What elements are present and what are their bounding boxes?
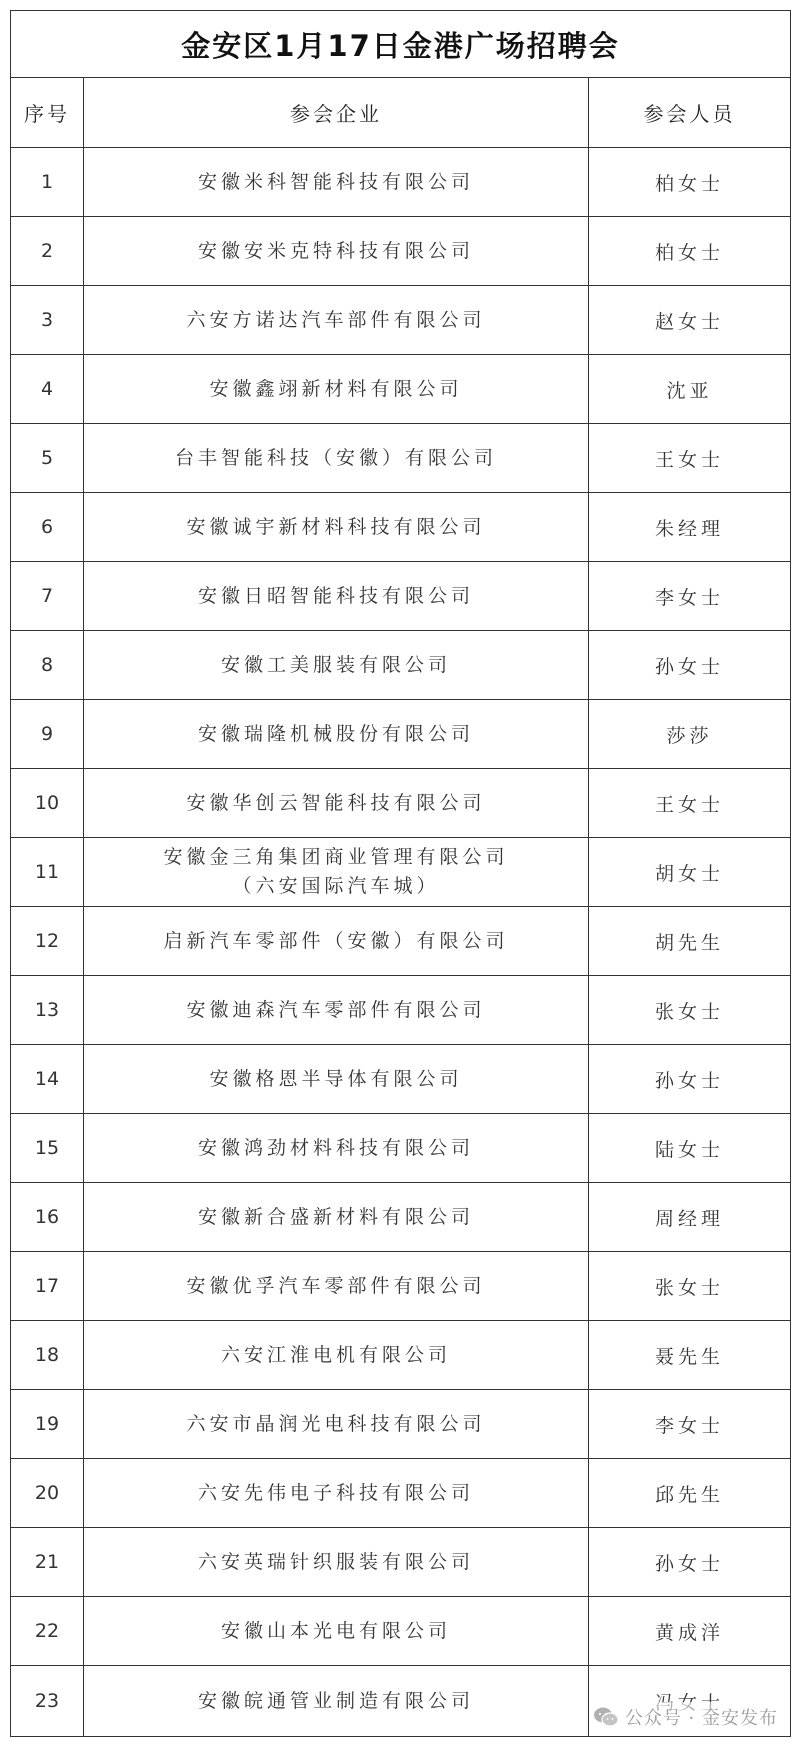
row-contact: 柏女士 [589, 217, 791, 286]
table-body [11, 148, 791, 1737]
row-contact: 李女士 [589, 1390, 791, 1459]
row-company [84, 562, 589, 631]
row-index: 15 [11, 1114, 84, 1183]
company-name-line: 六安江淮电机有限公司 [220, 1343, 451, 1366]
row-index: 21 [11, 1528, 84, 1597]
table-row [11, 976, 791, 1045]
row-index: 22 [11, 1597, 84, 1666]
row-contact: 张女士 [589, 976, 791, 1045]
row-contact: 胡女士 [589, 838, 791, 907]
row-contact: 王女士 [589, 424, 791, 493]
watermark-text: 公众号 · 金安发布 [624, 1708, 778, 1729]
row-contact: 孙女士 [589, 631, 791, 700]
table-row [11, 769, 791, 838]
company-name-line: 安徽鑫翊新材料有限公司 [209, 377, 463, 400]
table-row [11, 1183, 791, 1252]
recruitment-table [10, 10, 791, 1737]
table-row [11, 355, 791, 424]
row-company [84, 217, 589, 286]
company-name-line: 安徽迪森汽车零部件有限公司 [186, 998, 486, 1021]
table-row [11, 286, 791, 355]
table-row [11, 1252, 791, 1321]
row-index: 11 [11, 838, 84, 907]
row-contact: 孙女士 [589, 1045, 791, 1114]
row-company [84, 1528, 589, 1597]
row-index: 20 [11, 1459, 84, 1528]
row-index: 10 [11, 769, 84, 838]
row-index: 6 [11, 493, 84, 562]
row-contact: 聂先生 [589, 1321, 791, 1390]
row-company [84, 1321, 589, 1390]
table-row [11, 1390, 791, 1459]
company-name-line: 六安市晶润光电科技有限公司 [186, 1412, 486, 1435]
table-row [11, 493, 791, 562]
table-row [11, 1528, 791, 1597]
company-name-line: 安徽诚宇新材料科技有限公司 [186, 515, 486, 538]
row-index: 12 [11, 907, 84, 976]
row-index: 1 [11, 148, 84, 217]
company-name-line: （六安国际汽车城） [232, 875, 440, 897]
column-header-index: 序号 [11, 78, 84, 148]
row-index: 16 [11, 1183, 84, 1252]
row-index: 19 [11, 1390, 84, 1459]
company-name-line: 六安先伟电子科技有限公司 [197, 1481, 474, 1504]
company-name-line: 安徽皖通管业制造有限公司 [197, 1689, 474, 1712]
company-name-line: 安徽鸿劲材料科技有限公司 [197, 1136, 474, 1159]
row-company [84, 148, 589, 217]
table-row [11, 700, 791, 769]
row-company [84, 1114, 589, 1183]
table-row [11, 838, 791, 907]
row-company [84, 1597, 589, 1666]
company-name-line: 安徽山本光电有限公司 [220, 1619, 451, 1642]
row-index: 17 [11, 1252, 84, 1321]
row-contact: 莎莎 [589, 700, 791, 769]
row-company [84, 907, 589, 976]
row-index: 18 [11, 1321, 84, 1390]
company-name-line: 六安方诺达汽车部件有限公司 [186, 308, 486, 331]
row-company [84, 631, 589, 700]
row-contact: 赵女士 [589, 286, 791, 355]
table-row [11, 907, 791, 976]
row-index: 9 [11, 700, 84, 769]
company-name-line: 安徽优孚汽车零部件有限公司 [186, 1274, 486, 1297]
header-row [11, 78, 791, 148]
company-name-line: 安徽金三角集团商业管理有限公司 [163, 846, 509, 868]
row-contact: 周经理 [589, 1183, 791, 1252]
table-row [11, 1597, 791, 1666]
row-company [84, 286, 589, 355]
company-name-line: 安徽瑞隆机械股份有限公司 [197, 722, 474, 745]
column-header-contact: 参会人员 [589, 78, 791, 148]
row-company [84, 355, 589, 424]
company-name-line: 安徽米科智能科技有限公司 [197, 170, 474, 193]
row-company [84, 1459, 589, 1528]
row-index: 3 [11, 286, 84, 355]
row-index: 2 [11, 217, 84, 286]
row-index: 14 [11, 1045, 84, 1114]
row-company [84, 769, 589, 838]
row-company [84, 1045, 589, 1114]
wechat-icon [593, 1706, 619, 1728]
row-contact: 沈亚 [589, 355, 791, 424]
company-name-line: 安徽新合盛新材料有限公司 [197, 1205, 474, 1228]
company-name-line: 安徽安米克特科技有限公司 [197, 239, 474, 262]
row-company [84, 424, 589, 493]
table-row [11, 1321, 791, 1390]
table-row [11, 217, 791, 286]
row-company [84, 1252, 589, 1321]
company-name-line: 安徽华创云智能科技有限公司 [186, 791, 486, 814]
row-company [84, 700, 589, 769]
row-contact: 陆女士 [589, 1114, 791, 1183]
row-company [84, 1666, 589, 1737]
table-row [11, 631, 791, 700]
row-contact: 孙女士 [589, 1528, 791, 1597]
row-contact: 朱经理 [589, 493, 791, 562]
row-index: 23 [11, 1666, 84, 1737]
row-contact: 李女士 [589, 562, 791, 631]
row-contact: 王女士 [589, 769, 791, 838]
row-company [84, 838, 589, 907]
company-name-line: 台丰智能科技（安徽）有限公司 [174, 446, 497, 469]
table-row [11, 1459, 791, 1528]
row-company [84, 1183, 589, 1252]
table-row [11, 148, 791, 217]
row-contact: 黄成洋 [589, 1597, 791, 1666]
row-contact: 邱先生 [589, 1459, 791, 1528]
table-row [11, 1114, 791, 1183]
row-contact: 张女士 [589, 1252, 791, 1321]
company-name-line: 安徽工美服装有限公司 [220, 653, 451, 676]
table-row [11, 424, 791, 493]
row-index: 7 [11, 562, 84, 631]
row-index: 4 [11, 355, 84, 424]
column-header-company: 参会企业 [84, 78, 589, 148]
row-contact: 柏女士 [589, 148, 791, 217]
company-name-line: 启新汽车零部件（安徽）有限公司 [163, 929, 509, 952]
row-contact: 胡先生 [589, 907, 791, 976]
row-index: 8 [11, 631, 84, 700]
watermark [589, 1702, 782, 1732]
table-row [11, 1045, 791, 1114]
row-company [84, 976, 589, 1045]
table-row [11, 562, 791, 631]
row-company [84, 493, 589, 562]
row-index: 13 [11, 976, 84, 1045]
row-index: 5 [11, 424, 84, 493]
company-name-line: 安徽日昭智能科技有限公司 [197, 584, 474, 607]
company-name-line: 六安英瑞针织服装有限公司 [197, 1550, 474, 1573]
table-title: 金安区1月17日金港广场招聘会 [11, 11, 791, 78]
company-name-line: 安徽格恩半导体有限公司 [209, 1067, 463, 1090]
row-company [84, 1390, 589, 1459]
